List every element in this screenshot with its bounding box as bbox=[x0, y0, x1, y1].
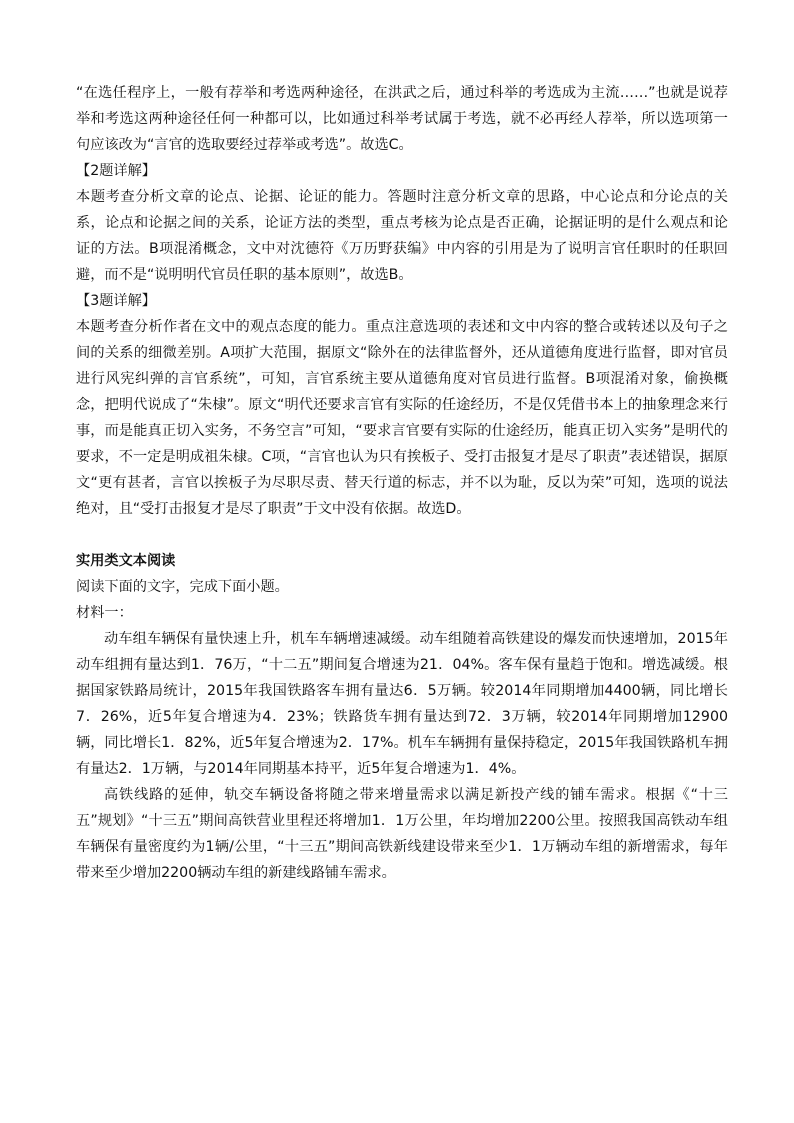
question-3-heading: 【3题详解】 bbox=[76, 293, 156, 309]
answer-paragraph-1: “在选任程序上，一般有荐举和考选两种途径，在洪武之后，通过科举的考选成为主流……”也就是说荐举和考选这两种途径任何一种都可以，比如通过科举考试属于考选，就不必再经人荐举，所以选项第一句应该改为“言官的选取要经过荐举或考选”。故选C。 bbox=[76, 85, 728, 153]
material-paragraph-1: 动车组车辆保有量快速上升，机车车辆增速减缓。动车组随着高铁建设的爆发而快速增加，2015年动车组拥有量达到1．76万，“十二五”期间复合增速为21．04%。客车保有量趋于饱和。增选减缓。根据国家铁路局统计，2015年我国铁路客车拥有量达6．5万辆。较2014年同期增加4400辆，同比增长7．26%，近5年复合增速为4．23%；铁路货车拥有量达到72．3万辆，较2014年同期增加12900辆，同比增长1．82%，近5年复合增速为2．17%。机车车辆拥有量保持稳定，2015年我国铁路机车拥有量达2．1万辆，与2014年同期基本持平，近5年复合增速为1．4%。 bbox=[76, 631, 728, 777]
answer-paragraph-2: 本题考查分析文章的论点、论据、论证的能力。答题时注意分析文章的思路，中心论点和分论点的关系，论点和论据之间的关系，论证方法的类型，重点考核为论点是否正确，论据证明的是什么观点和论证的方法。B项混淆概念，文中对沈德符《万历野获编》中内容的引用是为了说明言官任职时的任职回避，而不是“说明明代官员任职的基本原则”，故选B。 bbox=[76, 189, 728, 283]
question-2-heading: 【2题详解】 bbox=[76, 163, 156, 179]
answer-paragraph-3: 本题考查分析作者在文中的观点态度的能力。重点注意选项的表述和文中内容的整合或转述以及句子之间的关系的细微差别。A项扩大范围，据原文“除外在的法律监督外，还从道德角度进行监督，即对官员进行风宪纠弹的言官系统”，可知，言官系统主要从道德角度对官员进行监督。B项混淆对象，偷换概念，把明代说成了“朱棣”。原文“明代还要求言官有实际的任途经历，不是仅凭借书本上的抽象理念来行事，而是能真正切入实务，不务空言”可知，“要求言官要有实际的仕途经历，能真正切入实务”是明代的要求，不一定是明成祖朱棣。C项，“言官也认为只有挨板子、受打击报复才是尽了职责”表述错误，据原文“更有甚者，言官以挨板子为尽职尽责、替天行道的标志，并不以为耻，反以为荣”可知，选项的说法绝对，且“受打击报复才是尽了职责”于文中没有依据。故选D。 bbox=[76, 319, 728, 517]
document-page bbox=[76, 80, 728, 886]
instruction-text: 阅读下面的文字，完成下面小题。 bbox=[76, 579, 289, 595]
section-title: 实用类文本阅读 bbox=[76, 553, 176, 569]
material-paragraph-2: 高铁线路的延伸，轨交车辆设备将随之带来增量需求以满足新投产线的铺车需求。根据《“十三五”规划》“十三五”期间高铁营业里程还将增加1．1万公里，年均增加2200公里。按照我国高铁动车组车辆保有量密度约为1辆/公里，“十三五”期间高铁新线建设带来至少1．1万辆动车组的新增需求，每年带来至少增加2200辆动车组的新建线路铺车需求。 bbox=[76, 787, 728, 881]
material-label: 材料一： bbox=[76, 605, 133, 621]
